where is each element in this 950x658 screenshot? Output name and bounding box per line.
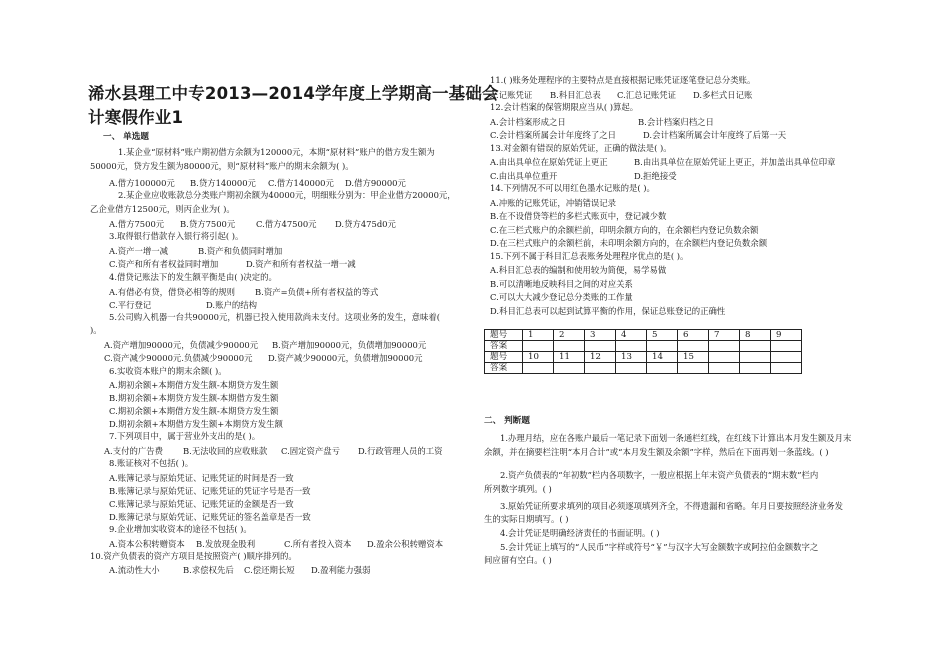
table-cell: 3 [585,330,616,341]
q6-option-a: A.期初余额+本期借方发生额-本期贷方发生额 [109,380,279,390]
q2-option-c: C.借方47500元 [256,219,317,229]
q10-option-d: D.盈利能力强弱 [311,565,371,575]
table-cell: 11 [554,352,585,363]
table-cell: 9 [771,330,802,341]
table-cell: 6 [678,330,709,341]
q10-stem: 10.资产负债表的资产方项目是按照资产( )顺序排列的。 [90,551,297,561]
q11-stem: 11.( )账务处理程序的主要特点是直接根据记账凭证逐笔登记总分类账。 [490,75,756,85]
j5-line1: 5.会计凭证上填写的“人民币”字样或符号“￥”与汉字大写金额数字或阿拉伯金额数字之 [500,542,819,552]
q9-stem: 9.企业增加实收资本的途径不包括( )。 [109,524,252,534]
q12-option-a: A.会计档案形成之日 [490,117,566,127]
table-cell: 答案 [485,341,523,352]
j1-line2: 余额，并在摘要栏注明“本月合计”或“本月发生额及余额”字样，然后在下面再划一条蓝线。( ) [484,447,829,457]
q13-option-d: D.拒绝接受 [634,171,677,181]
q15-option-d: D.科目汇总表可以起到试算平衡的作用，保证总账登记的正确性 [490,306,726,316]
q8-option-d: D.账簿记录与原始凭证、记账凭证的签名盖章是否一致 [109,512,311,522]
q6-option-c: C.期初余额+本期借方发生额-本期贷方发生额 [109,406,279,416]
j3-line1: 3.原始凭证所要求填列的项目必须逐项填列齐全，不得遗漏和省略。年月日要按照经济业务发 [500,501,843,511]
section-heading-single-choice: 一、 单选题 [103,132,149,142]
answer-blank-cell[interactable] [709,363,740,374]
table-cell: 题号 [485,330,523,341]
q15-option-a: A.科目汇总表的编制和使用较为简便，易学易做 [490,265,667,275]
table-cell: 14 [647,352,678,363]
q15-option-c: C.可以大大减少登记总分类账的工作量 [490,292,633,302]
table-cell: 13 [616,352,647,363]
q10-option-c: C.偿还期长短 [244,565,295,575]
answer-blank-cell[interactable] [771,341,802,352]
q7-option-a: A.支付的广告费 [104,446,163,456]
q10-option-b: B.求偿权先后 [183,565,234,575]
q5-option-d: D.资产减少90000元，负债增加90000元 [268,353,423,363]
j3-line2: 生的实际日期填写。( ) [484,514,569,524]
answer-blank-cell[interactable] [678,341,709,352]
q3-stem: 3.取得银行借款存入银行将引起( )。 [109,231,244,241]
q14-stem: 14.下列情况不可以用红色墨水记账的是( )。 [490,183,655,193]
q6-option-d: D.期初余额+本期借方发生额+本期贷方发生额 [109,419,283,429]
answer-blank-cell[interactable] [523,363,554,374]
answer-table-row [485,352,802,363]
j5-line2: 间应留有空白。( ) [484,555,552,565]
q8-option-c: C.账簿记录与原始凭证、记账凭证的金额是否一致 [109,499,294,509]
q9-option-a: A.资本公积转赠资本 [109,539,185,549]
q3-option-d: D.资产和所有者权益一增一减 [246,259,356,269]
q5-option-b: B.资产增加90000元，负债增加90000元 [272,340,427,350]
table-cell: 1 [523,330,554,341]
q13-option-a: A.由出具单位在原始凭证上更正 [490,157,608,167]
table-cell: 5 [647,330,678,341]
q13-option-b: B.由出具单位在原始凭证上更正，并加盖出具单位印章 [634,157,836,167]
q12-option-b: B.会计档案归档之日 [638,117,714,127]
q7-option-c: C.固定资产盘亏 [281,446,341,456]
q2-option-a: A.借方7500元 [109,219,165,229]
table-cell: 2 [554,330,585,341]
q5-stem-line1: 5.公司购入机器一台共90000元，机器已投入使用款尚未支付。这项业务的发生，意味着( [109,312,441,322]
q1-option-a: A.借方100000元 [109,178,175,188]
q8-stem: 8.账证核对不包括( )。 [109,458,194,468]
q8-option-a: A.账簿记录与原始凭证、记账凭证的时间是否一致 [109,473,294,483]
table-cell [771,352,802,363]
q2-option-d: D.贷方475d0元 [335,219,396,229]
answer-blank-cell[interactable] [616,341,647,352]
q3-option-a: A.资产一增一减 [109,246,168,256]
answer-blank-cell[interactable] [709,341,740,352]
answer-blank-cell[interactable] [554,341,585,352]
q5-stem-line2: )。 [90,325,102,335]
q9-option-d: D.盈余公积转赠资本 [367,539,444,549]
q12-option-c: C.会计档案所属会计年度终了之日 [490,130,617,140]
q15-option-b: B.可以清晰地反映科目之间的对应关系 [490,279,633,289]
table-cell: 8 [740,330,771,341]
page-title-line2: 计寒假作业1 [88,108,184,127]
answer-table-row [485,363,802,374]
q13-stem: 13.对金额有错误的原始凭证，正确的做法是( )。 [490,143,672,153]
q1-option-d: D.借方90000元 [345,178,406,188]
answer-blank-cell[interactable] [523,341,554,352]
table-cell: 12 [585,352,616,363]
j1-line1: 1.办理月结，应在各账户最后一笔记录下面划一条通栏红线，在红线下计算出本月发生额及月末 [500,433,852,443]
answer-blank-cell[interactable] [647,341,678,352]
q8-option-b: B.账簿记录与原始凭证、记账凭证的凭证字号是否一致 [109,486,311,496]
table-cell [740,352,771,363]
q4-option-c: C.平行登记 [109,300,152,310]
q7-option-d: D.行政管理人员的工资 [358,446,443,456]
answer-table [484,329,802,374]
q11-option-b: B.科目汇总表 [550,90,601,100]
q5-option-a: A.资产增加90000元，负债减少90000元 [104,340,259,350]
q14-option-c: C.在三栏式账户的余额栏前，印明余额方向的，在余额栏内登记负数余额 [490,225,759,235]
q1-option-b: B.贷方140000元 [190,178,256,188]
j4-line1: 4.会计凭证是明确经济责任的书面证明。( ) [500,528,660,538]
table-cell: 15 [678,352,709,363]
q2-stem-line2: 乙企业借方12500元，则丙企业为( )。 [90,204,235,214]
page-title-line1: 浠水县理工中专2013—2014学年度上学期高一基础会 [88,84,499,103]
q10-option-a: A.流动性大小 [109,565,160,575]
q3-option-c: C.资产和所有者权益同时增加 [109,259,219,269]
table-cell: 7 [709,330,740,341]
answer-blank-cell[interactable] [554,363,585,374]
q12-option-d: D.会计档案所属会计年度终了后第一天 [643,130,787,140]
q11-option-a: A.记账凭证 [490,90,533,100]
section-heading-true-false: 二、 判断题 [484,416,530,426]
answer-blank-cell[interactable] [585,363,616,374]
q6-stem: 6.实收资本账户的期末余额( )。 [109,366,227,376]
answer-table-row [485,341,802,352]
table-cell: 答案 [485,363,523,374]
answer-blank-cell[interactable] [771,363,802,374]
answer-blank-cell[interactable] [678,363,709,374]
q2-stem-line1: 2.某企业应收账款总分类账户期初余额为40000元，明细账分别为：甲企业借方20000元， [118,190,456,200]
j2-line1: 2.资产负债表的“年初数”栏内各项数字，一般应根据上年末资产负债表的“期末数”栏内 [500,470,819,480]
answer-blank-cell[interactable] [616,363,647,374]
table-cell [709,352,740,363]
table-cell: 10 [523,352,554,363]
q4-option-d: D.账户的结构 [206,300,257,310]
q4-stem: 4.借贷记账法下的发生额平衡是由( )决定的。 [109,272,277,282]
q1-option-c: C.借方140000元 [268,178,334,188]
q9-option-b: B.发放现金股利 [196,539,256,549]
q14-option-d: D.在三栏式账户的余额栏前，未印明余额方向的，在余额栏内登记负数余额 [490,238,768,248]
q7-stem: 7.下列项目中，属于营业外支出的是( )。 [109,431,261,441]
answer-blank-cell[interactable] [740,363,771,374]
q11-option-c: C.汇总记账凭证 [617,90,677,100]
answer-blank-cell[interactable] [585,341,616,352]
j2-line2: 所列数字填列。( ) [484,484,552,494]
q4-option-a: A.有借必有贷，借贷必相等的规则 [109,287,235,297]
q11-option-d: D.多栏式日记账 [693,90,753,100]
q1-stem-line1: 1.某企业“原材料”账户期初借方余额为120000元，本期“原材料”账户的借方发生额为 [118,147,435,157]
table-cell: 题号 [485,352,523,363]
q7-option-b: B.无法收回的应收账款 [183,446,268,456]
answer-blank-cell[interactable] [740,341,771,352]
q4-option-b: B.资产=负债+所有者权益的等式 [255,287,379,297]
q12-stem: 12.会计档案的保管期限应当从( )算起。 [490,102,639,112]
q15-stem: 15.下列不属于科目汇总表账务处理程序优点的是( )。 [490,251,689,261]
q14-option-b: B.在不设借贷等栏的多栏式账页中，登记减少数 [490,211,667,221]
q5-option-c: C.资产减少90000元.负债减少90000元 [104,353,253,363]
q13-option-c: C.由出具单位重开 [490,171,558,181]
q14-option-a: A.冲账的记账凭证，冲销错误记录 [490,198,616,208]
q9-option-c: C.所有者投入资本 [284,539,352,549]
q1-stem-line2: 50000元，贷方发生额为80000元，则“原材料”账户的期末余额为( )。 [90,161,354,171]
answer-blank-cell[interactable] [647,363,678,374]
q3-option-b: B.资产和负债同时增加 [198,246,283,256]
table-cell: 4 [616,330,647,341]
answer-table-row [485,330,802,341]
q2-option-b: B.贷方7500元 [180,219,236,229]
q6-option-b: B.期初余额+本期贷方发生额-本期借方发生额 [109,393,279,403]
